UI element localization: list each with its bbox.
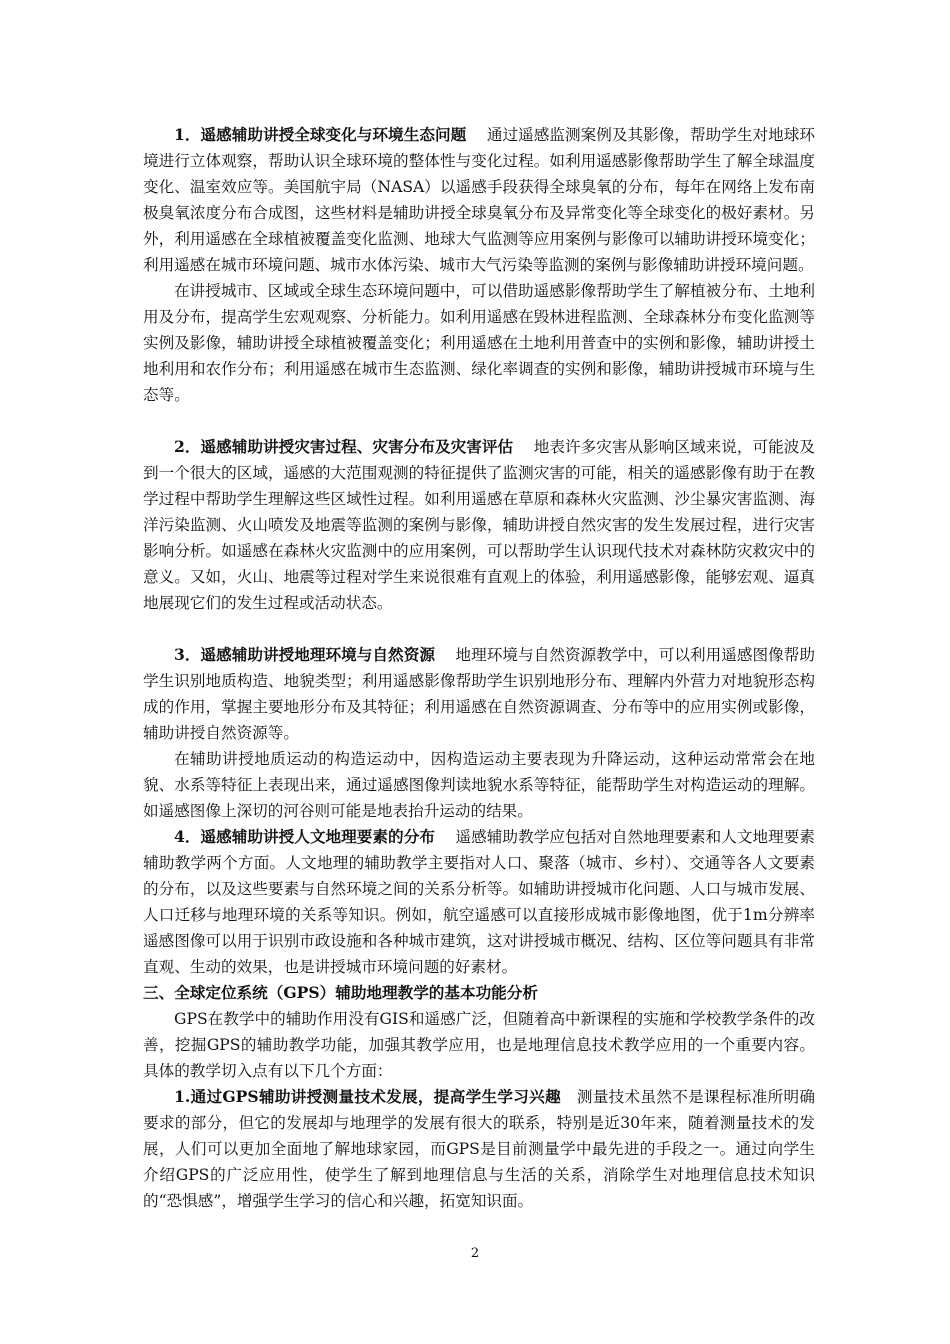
section-4-body: 遥感辅助教学应包括对自然地理要素和人文地理要素辅助教学两个方面。人文地理的辅助教学主要指对人口、聚落（城市、乡村）、交通等各人文要素的分布，以及这些要素与自然环境之间的关系分析等。如辅助讲授城市化问题、人口与城市发展、人口迁移与地理环境的关系等知识。例如，航空遥感可以直接形成城市影像地图，优于1m分辨率遥感图像可以用于识别市政设施和各种城市建筑，这对讲授城市概况、结构、区位等问题具有非常直观、生动的效果，也是讲授城市环境问题的好素材。 — [143, 828, 815, 976]
section-2-body: 地表许多灾害从影响区域来说，可能波及到一个很大的区域，遥感的大范围观测的特征提供了监测灾害的可能，相关的遥感影像有助于在教学过程中帮助学生理解这些区域性过程。如利用遥感在草原和森林火灾监测、沙尘暴灾害监测、海洋污染监测、火山喷发及地震等监测的案例与影像，辅助讲授自然灾害的发生发展过程，进行灾害影响分析。如遥感在森林火灾监测中的应用案例，可以帮助学生认识现代技术对森林防灾救灾中的意义。又如，火山、地震等过程对学生来说很难有直观上的体验，利用遥感影像，能够宏观、逼真地展现它们的发生过程或活动状态。 — [143, 438, 815, 612]
section-3-paragraph — [143, 642, 815, 746]
gps-point-1-heading: 1.通过GPS辅助讲授测量技术发展，提高学生学习兴趣 — [174, 1087, 561, 1106]
section-2-heading: 2．遥感辅助讲授灾害过程、灾害分布及灾害评估 — [174, 437, 514, 456]
gps-point-1-paragraph — [143, 1084, 815, 1214]
gps-intro-paragraph: GPS在教学中的辅助作用没有GIS和遥感广泛，但随着高中新课程的实施和学校教学条件的改善，挖掘GPS的辅助教学功能，加强其教学应用，也是地理信息技术教学应用的一个重要内容。具体的教学切入点有以下几个方面： — [143, 1010, 815, 1080]
section-1-paragraph-2: 在讲授城市、区域或全球生态环境问题中，可以借助遥感影像帮助学生了解植被分布、土地利用及分布，提高学生宏观观察、分析能力。如利用遥感在毁林进程监测、全球森林分布变化监测等实例及影像，辅助讲授全球植被覆盖变化；利用遥感在土地利用普查中的实例和影像，辅助讲授土地利用和农作分布；利用遥感在城市生态监测、绿化率调查的实例和影像，辅助讲授城市环境与生态等。 — [143, 282, 815, 404]
document-page — [143, 122, 815, 1214]
section-4-paragraph — [143, 824, 815, 980]
gps-point-1-body: 测量技术虽然不是课程标准所明确要求的部分，但它的发展却与地理学的发展有很大的联系，特别是近30年来，随着测量技术的发展，人们可以更加全面地了解地球家园，而GPS是目前测量学中最先进的手段之一。通过向学生介绍GPS的广泛应用性，使学生了解到地理信息与生活的关系，消除学生对地理信息技术知识的“恐惧感”，增强学生学习的信心和兴趣，拓宽知识面。 — [143, 1088, 815, 1210]
section-3-heading: 3．遥感辅助讲授地理环境与自然资源 — [174, 645, 435, 664]
section-1-paragraph — [143, 122, 815, 278]
section-1-heading: 1．遥感辅助讲授全球变化与环境生态问题 — [174, 125, 467, 144]
gps-section-title: 三、全球定位系统（GPS）辅助地理教学的基本功能分析 — [143, 983, 538, 1002]
section-2-paragraph — [143, 434, 815, 616]
section-3-paragraph-2: 在辅助讲授地质运动的构造运动中，因构造运动主要表现为升降运动，这种运动常常会在地貌、水系等特征上表现出来，通过遥感图像判读地貌水系等特征，能帮助学生对构造运动的理解。如遥感图像上深切的河谷则可能是地表抬升运动的结果。 — [143, 750, 815, 820]
page-number: 2 — [470, 1246, 480, 1261]
section-3-body: 地理环境与自然资源教学中，可以利用遥感图像帮助学生识别地质构造、地貌类型；利用遥感影像帮助学生识别地形分布、理解内外营力对地貌形态构成的作用，掌握主要地形分布及其特征；利用遥感在自然资源调查、分布等中的应用实例或影像，辅助讲授自然资源等。 — [143, 646, 815, 742]
section-1-body: 通过遥感监测案例及其影像，帮助学生对地球环境进行立体观察，帮助认识全球环境的整体性与变化过程。如利用遥感影像帮助学生了解全球温度变化、温室效应等。美国航宇局（NASA）以遥感手段获得全球臭氧的分布，每年在网络上发布南极臭氧浓度分布合成图，这些材料是辅助讲授全球臭氧分布及异常变化等全球变化的极好素材。另外，利用遥感在全球植被覆盖变化监测、地球大气监测等应用案例与影像可以辅助讲授环境变化；利用遥感在城市环境问题、城市水体污染、城市大气污染等监测的案例与影像辅助讲授环境问题。 — [143, 126, 815, 274]
section-4-heading: 4．遥感辅助讲授人文地理要素的分布 — [174, 827, 435, 846]
